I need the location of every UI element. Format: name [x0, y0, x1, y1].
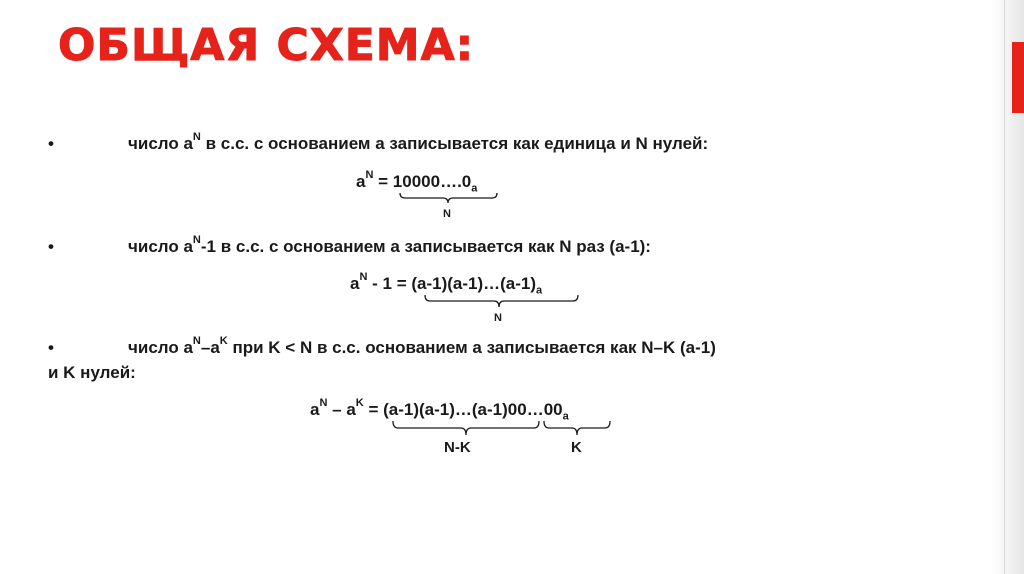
brace-1: [399, 192, 499, 204]
bullet-1: •: [48, 134, 54, 153]
slide-title: ОБЩАЯ СХЕМА:: [58, 20, 475, 71]
formula-3: $a^N - a^K$ = $(a-1)(a-1)\dots(a-1)00\dots 00_a$: [310, 397, 569, 423]
brace-2-label: N: [494, 312, 502, 324]
brace-1-label: N: [443, 208, 451, 220]
brace-3b-label: K: [571, 439, 582, 456]
item-2-text: число $a^N-1$ в с.с. с основанием а записывается как N раз (a-1):: [128, 234, 651, 256]
slide-edge-line: [1004, 0, 1005, 574]
accent-bar: [1012, 42, 1024, 113]
formula-2: $a^N - 1$ = $(a-1)(a-1)\dots(a-1)_a$: [350, 271, 543, 297]
bullet-2: •: [48, 237, 54, 256]
brace-3a: [392, 420, 552, 436]
item-3-continuation: и K нулей:: [48, 363, 136, 382]
brace-2: [424, 294, 584, 308]
bullet-3: •: [48, 338, 54, 357]
brace-3a-label: N-K: [444, 439, 471, 456]
item-3-text: число $a^N-a^K$ при K < N в с.с. основанием а записывается как N–K (a-1): [128, 335, 716, 357]
brace-3b: [543, 420, 623, 436]
formula-1: $a^N$ = $10000\dots.0_a$: [356, 169, 478, 195]
item-1-text: число $a^N$ в с.с. с основанием а записывается как единица и N нулей:: [128, 131, 709, 153]
